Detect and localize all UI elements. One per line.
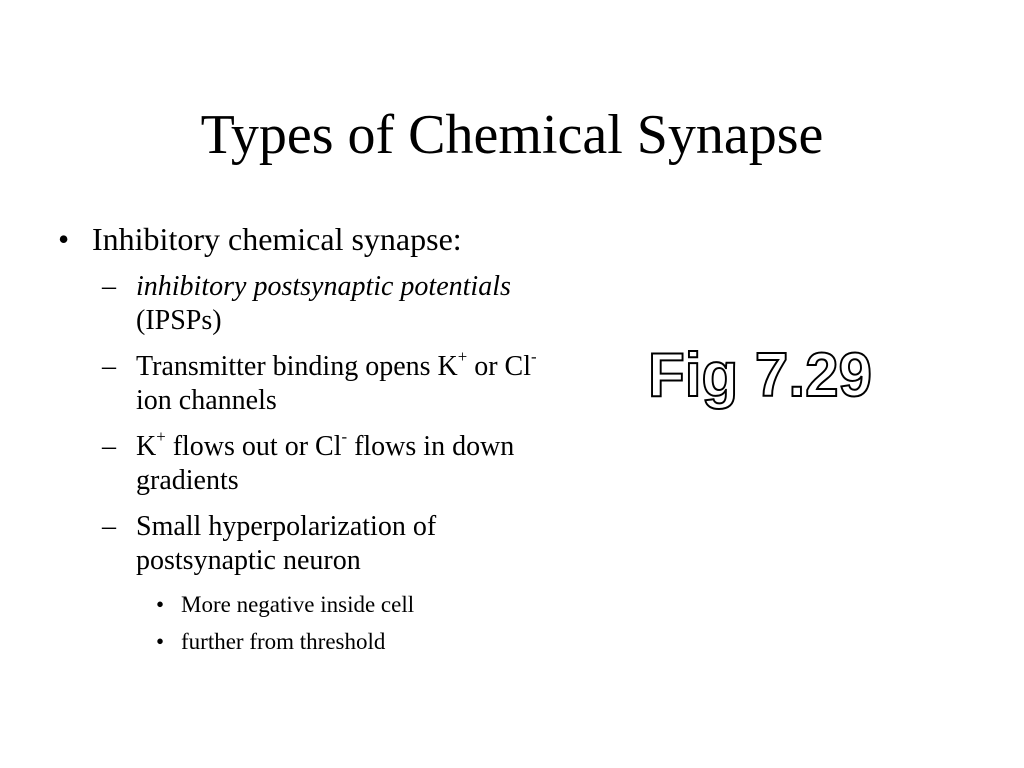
bullet-list bbox=[58, 220, 538, 664]
bullet-text: further from threshold bbox=[181, 629, 386, 654]
bullet-marker: • bbox=[156, 629, 165, 654]
dash-marker: – bbox=[102, 271, 116, 302]
sub-bullet-ipsps bbox=[58, 270, 538, 338]
sub-bullet-channels bbox=[58, 347, 538, 418]
superscript: - bbox=[341, 427, 348, 447]
bullet-inhibitory-synapse bbox=[58, 220, 538, 258]
text-part: flows out or Cl bbox=[165, 431, 342, 462]
bullet-marker: • bbox=[156, 592, 165, 617]
sub-bullet-hyperpolarization bbox=[58, 510, 538, 578]
figure-reference-label bbox=[640, 328, 880, 418]
bullet-marker: • bbox=[58, 221, 70, 257]
text-part: K bbox=[136, 431, 157, 462]
superscript: + bbox=[457, 347, 468, 367]
sub-bullet-flows bbox=[58, 427, 538, 498]
ipsp-abbrev: (IPSPs) bbox=[136, 305, 222, 336]
bullet-text: Small hyperpolarization of postsynaptic neuron bbox=[136, 511, 437, 576]
text-part: Transmitter binding opens K bbox=[136, 351, 458, 382]
subsub-bullet-negative bbox=[58, 590, 538, 619]
superscript: + bbox=[156, 427, 166, 447]
bullet-text: Inhibitory chemical synapse: bbox=[92, 221, 462, 257]
dash-marker: – bbox=[102, 511, 116, 542]
bullet-text: More negative inside cell bbox=[181, 592, 415, 617]
text-part: or Cl bbox=[467, 351, 531, 382]
figure-reference-text: Fig 7.29 bbox=[648, 341, 872, 410]
dash-marker: – bbox=[102, 351, 116, 382]
text-part: flows in down gradients bbox=[136, 431, 515, 496]
superscript: - bbox=[531, 347, 537, 367]
subsub-bullet-threshold bbox=[58, 627, 538, 656]
dash-marker: – bbox=[102, 431, 116, 462]
ipsp-term: inhibitory postsynaptic potentials bbox=[136, 271, 511, 302]
text-part: ion channels bbox=[136, 385, 277, 416]
slide-title: Types of Chemical Synapse bbox=[200, 104, 824, 166]
